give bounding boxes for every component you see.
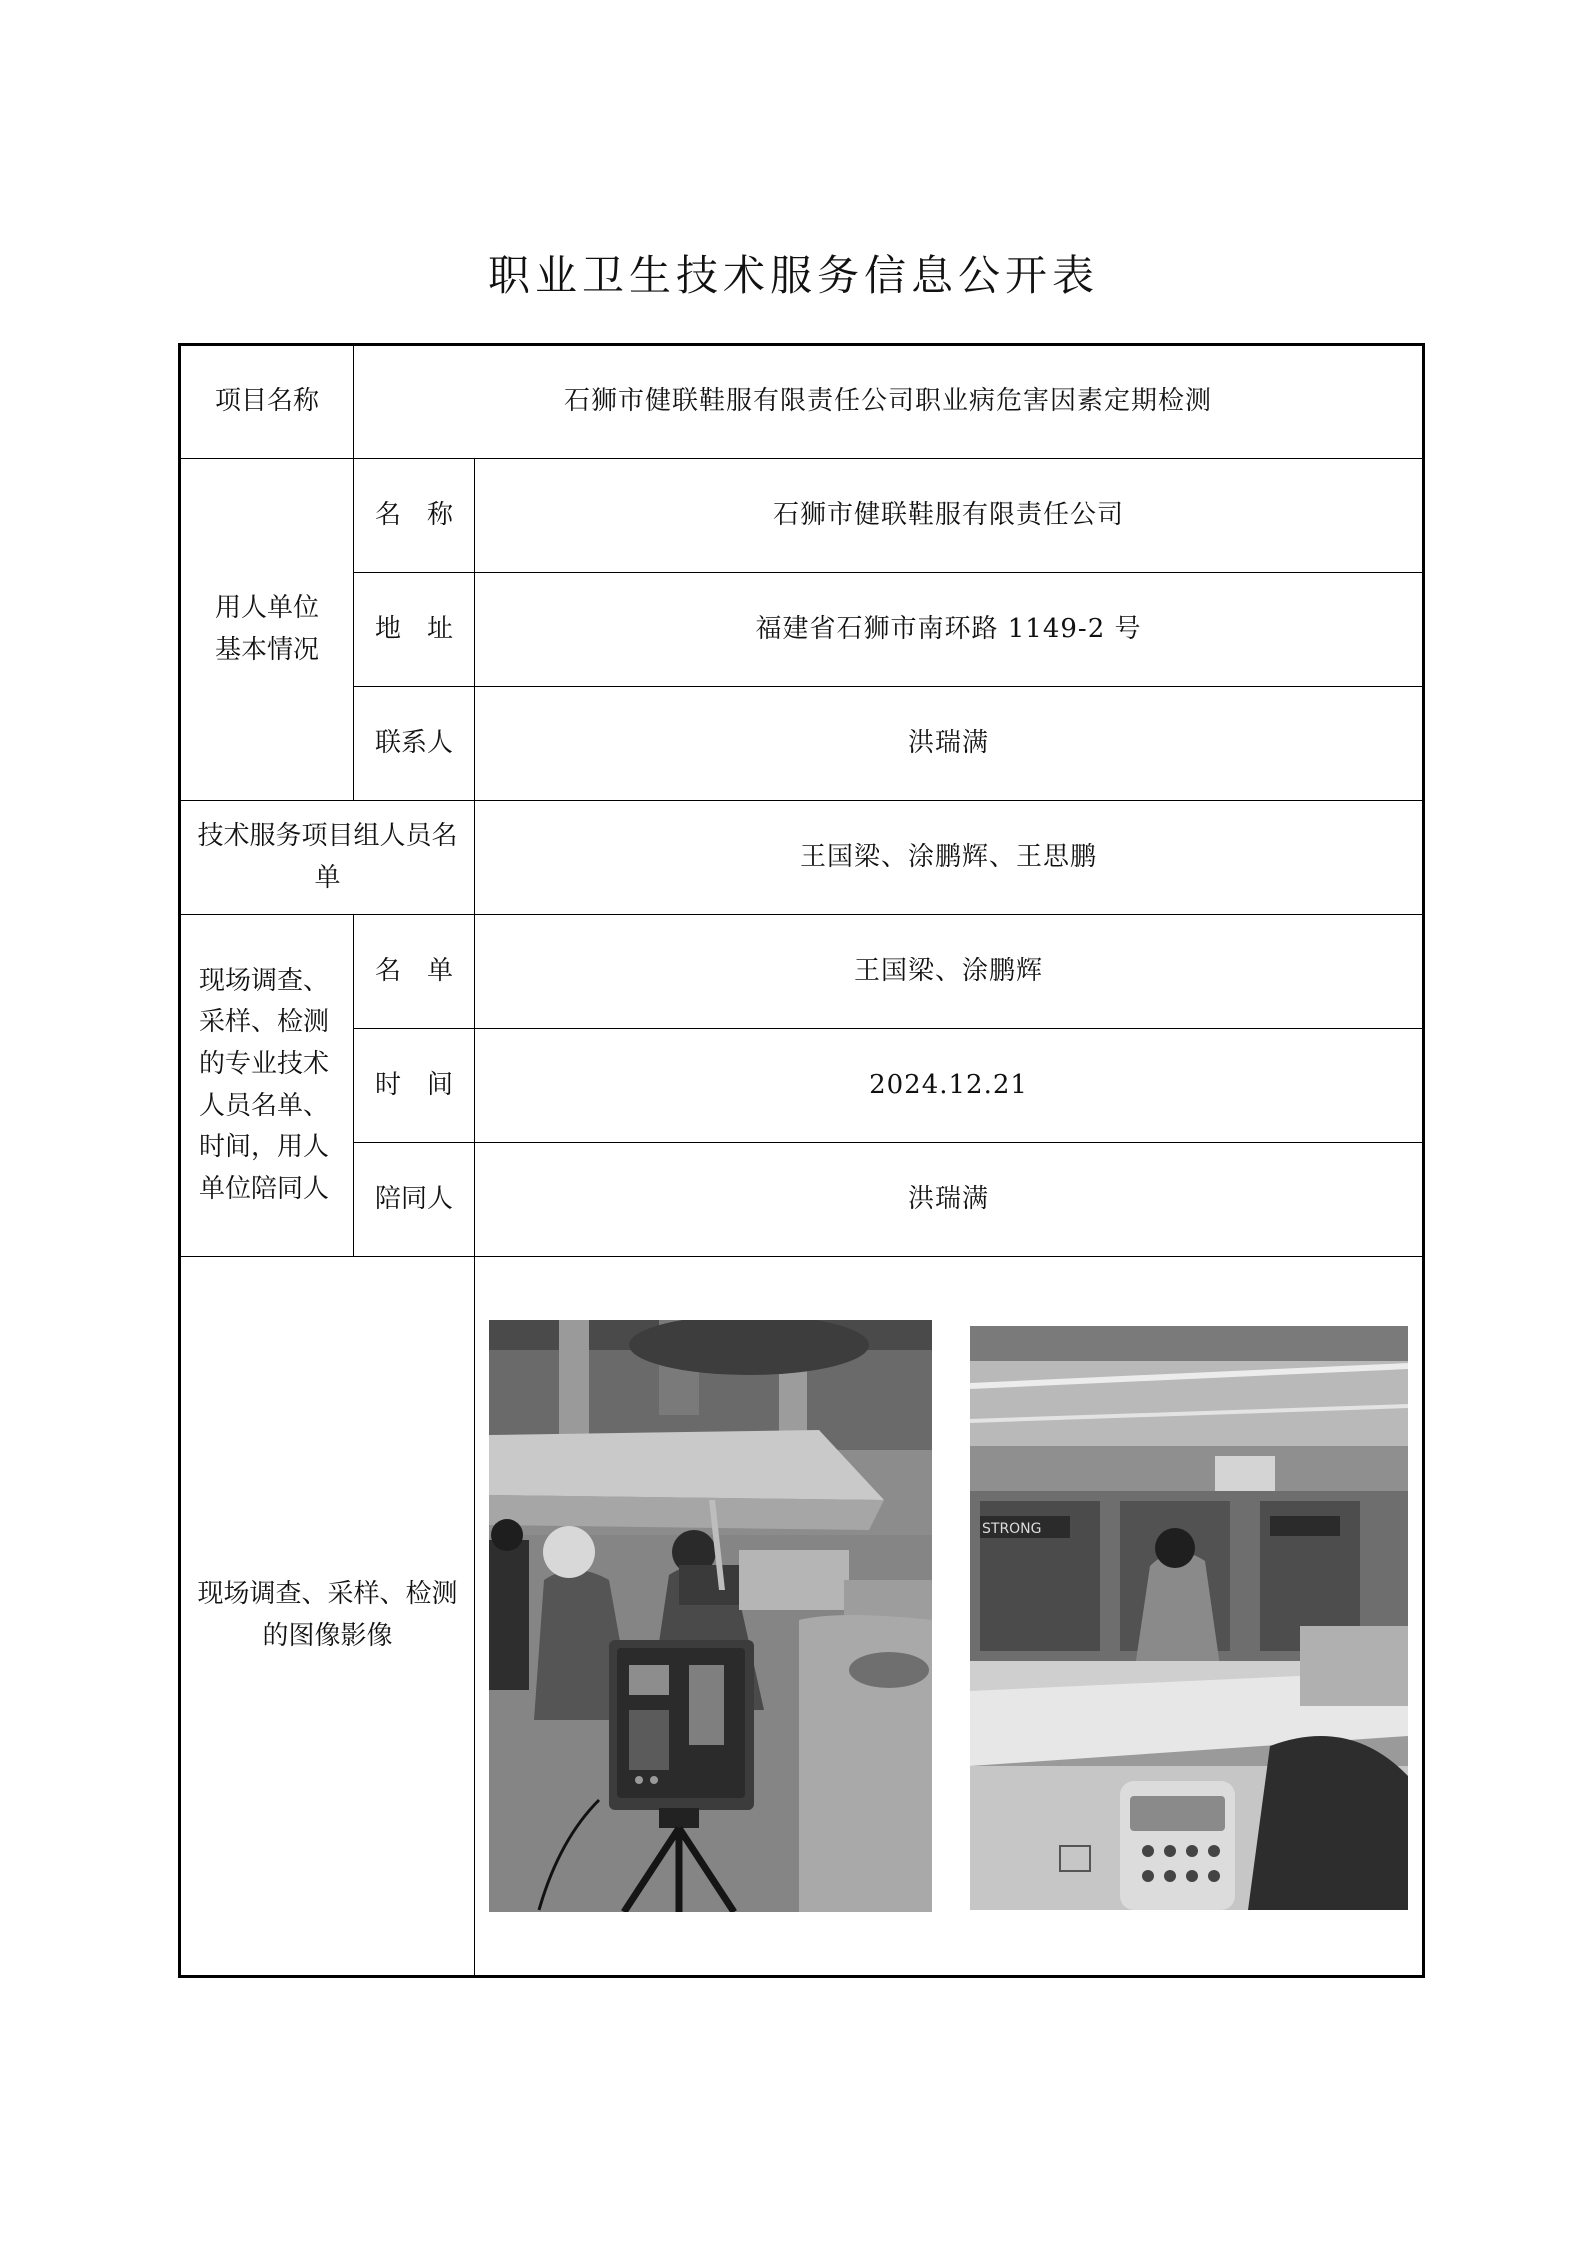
field-companion-label: 陪同人: [354, 1143, 475, 1257]
employer-name-label: 名 称: [354, 459, 475, 573]
employer-address-label: 地 址: [354, 573, 475, 687]
employer-contact-value: 洪瑞满: [475, 687, 1424, 801]
row-field-companion: [180, 1143, 1424, 1257]
field-list-label: 名 单: [354, 915, 475, 1029]
page-title: 职业卫生技术服务信息公开表: [487, 251, 1099, 300]
row-field-time: [180, 1029, 1424, 1143]
employer-contact-label: 联系人: [354, 687, 475, 801]
row-project: [180, 345, 1424, 459]
team-value: 王国梁、涂鹏辉、王思鹏: [475, 801, 1424, 915]
team-label-text: 技术服务项目组人员名单: [197, 820, 458, 893]
team-label: [180, 801, 475, 915]
project-value: 石狮市健联鞋服有限责任公司职业病危害因素定期检测: [354, 345, 1424, 459]
field-time-label: 时 间: [354, 1029, 475, 1143]
site-photo-machines: [970, 1326, 1408, 1910]
field-companion-value: 洪瑞满: [475, 1143, 1424, 1257]
site-photo-sampling: [489, 1320, 932, 1912]
row-field-list: [180, 915, 1424, 1029]
images-cell: [475, 1257, 1424, 1977]
field-list-value: 王国梁、涂鹏辉: [475, 915, 1424, 1029]
field-label: [180, 915, 354, 1257]
images-label-text: 现场调查、采样、检测的图像影像: [197, 1579, 458, 1651]
row-employer-name: [180, 459, 1424, 573]
row-images: [180, 1257, 1424, 1977]
row-team: [180, 801, 1424, 915]
employer-name-value: 石狮市健联鞋服有限责任公司: [475, 459, 1424, 573]
employer-address-value: 福建省石狮市南环路 1149-2 号: [475, 573, 1424, 687]
field-label-text: 现场调查、采样、检测的专业技术人员名单、时间，用人单位陪同人: [199, 965, 330, 1204]
info-table: [178, 343, 1425, 1978]
row-employer-contact: [180, 687, 1424, 801]
employer-label: [180, 459, 354, 801]
row-employer-address: [180, 573, 1424, 687]
project-label: 项目名称: [180, 345, 354, 459]
field-time-value: 2024.12.21: [475, 1029, 1424, 1143]
photo2-sign: STRONG: [982, 1521, 1042, 1537]
employer-label-text: 用人单位基本情况: [214, 592, 319, 665]
images-label: [180, 1257, 475, 1977]
photo-strip: [475, 1320, 1422, 1912]
